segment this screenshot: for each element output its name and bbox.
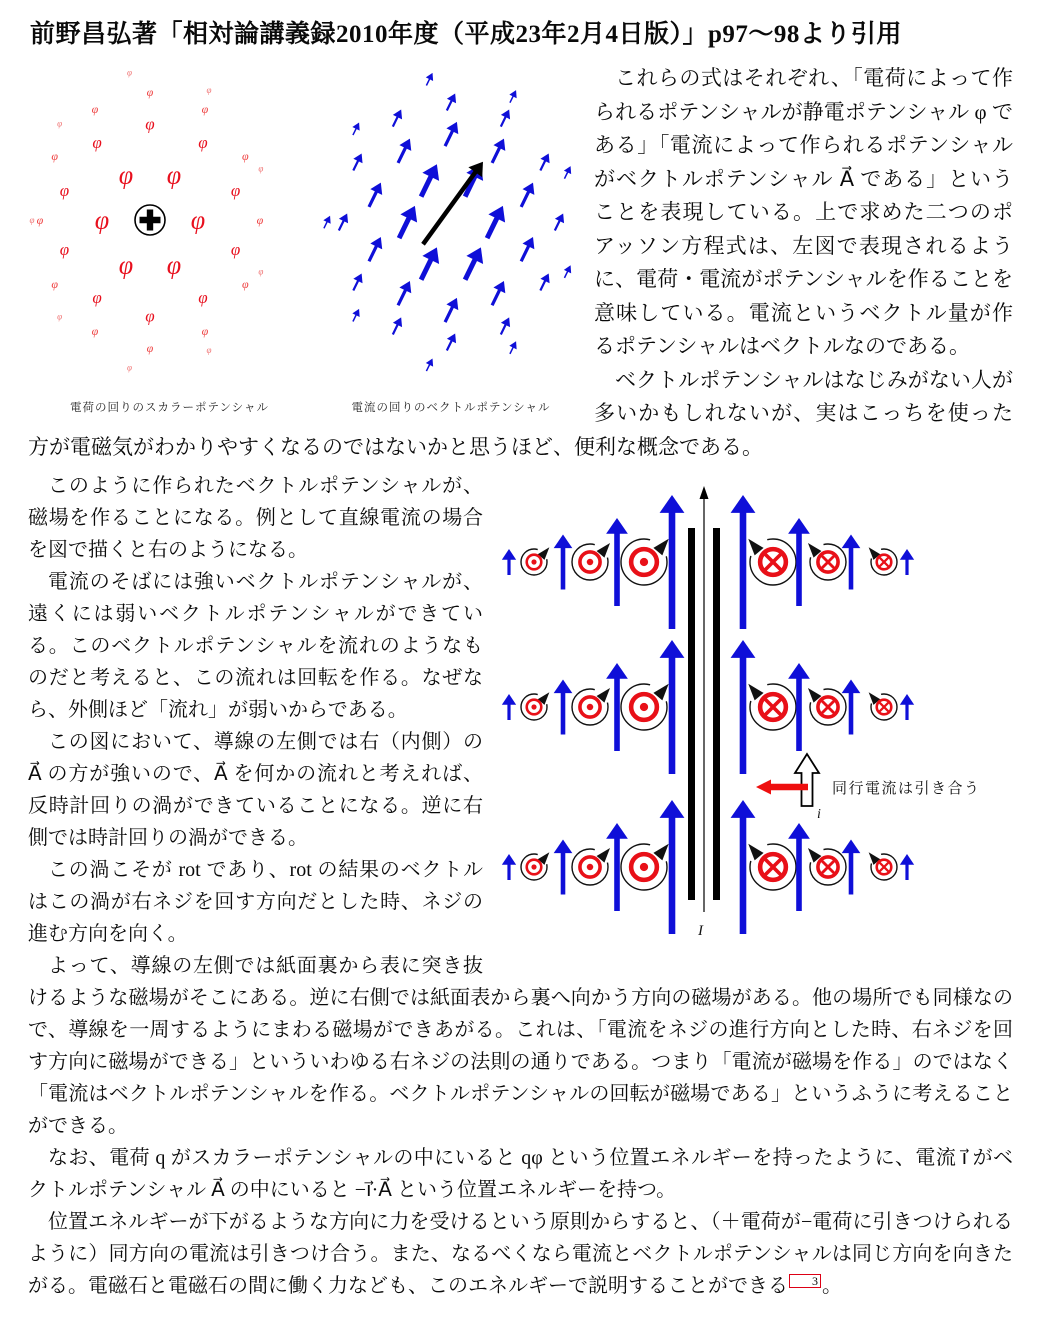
b-field-out-symbol (521, 544, 553, 575)
paragraph-mid-6: なお、電荷 q がスカラーポテンシャルの中にいると qφ という位置エネルギーを持ったように、電流 i⃗ がベクトルポテンシャル A⃗ の中にいると −i⃗·A⃗ という位置エネルギーを持つ。 (28, 1147, 1013, 1201)
positive-charge-symbol (135, 205, 165, 235)
phi-symbol: φ (118, 250, 134, 280)
phi-symbol: φ (36, 213, 44, 227)
phi-symbol: φ (258, 266, 264, 277)
vector-potential-arrow (900, 854, 914, 880)
b-field-in-symbol (744, 535, 796, 585)
vector-potential-arrow (842, 680, 861, 735)
vector-potential-arrow (554, 840, 573, 895)
vector-potential-arrow-ring (369, 122, 534, 322)
paragraph-mid-2: 電流のそばには強いベクトルポテンシャルが、遠くには弱いベクトルポテンシャルができている。このベクトルポテンシャルを流れのようなものだと考えると、この流れは回転を作る。なぜなら、外側ほど「流れ」が弱いからである。 (28, 571, 483, 721)
phi-symbol: φ (59, 240, 70, 260)
phi-symbol: φ (118, 160, 134, 190)
vector-potential-arrow (731, 640, 756, 774)
b-field-in-symbol (804, 540, 846, 580)
phi-symbol: φ (146, 85, 154, 99)
vector-potential-arrow (788, 518, 810, 606)
b-field-in-symbol (865, 544, 897, 575)
annotation-label: 同行電流は引き合う (832, 781, 981, 797)
phi-symbol: φ (94, 205, 110, 235)
b-field-in-symbol (865, 849, 897, 880)
phi-symbol: φ (29, 215, 35, 225)
figure-scalar-caption: 電荷の回りのスカラーポテンシャル (70, 402, 269, 414)
b-field-out-symbol (621, 535, 673, 585)
phi-symbol: φ (127, 362, 133, 373)
phi-symbol: φ (57, 118, 63, 129)
paragraph-mid-1: このように作られたベクトルポテンシャルが、磁場を作ることになる。例として直線電流の場合を図で描くと右のようになる。 (28, 475, 483, 561)
vector-potential-arrow (554, 680, 573, 735)
vector-potential-arrow (502, 694, 516, 720)
phi-symbol: φ (230, 180, 241, 200)
phi-symbol: φ (201, 102, 209, 117)
paragraph-mid-3: この図において、導線の左側では右（内側）の A⃗ の方が強いので、A⃗ を何かの流れと考えれば、反時計回りの渦ができていることになる。逆に右側では時計回りの渦ができる。 (28, 731, 483, 849)
vector-potential-arrow (502, 854, 516, 880)
phi-symbol: φ (241, 149, 249, 163)
paragraph-intro-2: ベクトルポテンシャルはなじみがない人が多いかもしれないが、実はこっちを使った方が電磁気がわかりやすくなるのではないかと思うほど、便利な概念である。 (28, 367, 1013, 459)
main-section (28, 464, 1013, 1302)
test-current-arrow (795, 754, 819, 806)
b-field-out-symbol (572, 685, 614, 725)
vector-potential-arrow (660, 495, 685, 629)
paragraph-final (28, 1206, 1013, 1302)
attraction-annotation (756, 754, 981, 822)
wire-field-diagram (491, 480, 1013, 948)
b-field-in-symbol (865, 689, 897, 720)
b-field-in-symbol (804, 685, 846, 725)
vector-potential-arrow-ring (323, 73, 571, 371)
phi-symbol: φ (59, 180, 70, 200)
vector-potential-arrow-ring (399, 164, 505, 279)
phi-symbol: φ (258, 163, 264, 174)
phi-symbol: φ (145, 114, 155, 134)
phi-symbol: φ (91, 323, 99, 338)
phi-symbol: φ (127, 67, 133, 78)
b-field-in-symbol (744, 840, 796, 890)
vector-potential-arrow (502, 549, 516, 575)
phi-symbol: φ (92, 132, 102, 152)
phi-symbol: φ (256, 213, 264, 227)
vector-potential-arrow (842, 840, 861, 895)
phi-symbol: φ (201, 323, 209, 338)
top-figures (28, 62, 594, 415)
i-label: i (817, 807, 821, 822)
b-field-out-symbol (521, 689, 553, 720)
phi-symbol: φ (92, 288, 102, 308)
vector-potential-arrow (660, 800, 685, 934)
figure-wire-magnetic-field (491, 480, 1013, 953)
vector-potential-arrow (606, 518, 628, 606)
vector-potential-arrow (900, 549, 914, 575)
phi-symbol: φ (166, 160, 182, 190)
figure-vector-caption: 電流の回りのベクトルポテンシャル (351, 402, 551, 414)
vector-potential-arrow (731, 495, 756, 629)
phi-symbol: φ (51, 149, 59, 163)
b-field-out-symbol (621, 840, 673, 890)
b-field-out-symbol (521, 849, 553, 880)
phi-symbol: φ (146, 341, 154, 355)
vector-potential-arrow (900, 694, 914, 720)
vector-potential-diagram (311, 62, 591, 394)
vector-potential-arrow (788, 663, 810, 751)
phi-symbol: φ (51, 277, 59, 291)
paragraph-final-period: 。 (822, 1275, 842, 1297)
paragraph-intro-1: これらの式はそれぞれ、「電荷によって作られるポテンシャルが静電ポテンシャル φ である」「電流によって作られるポテンシャルがベクトルポテンシャル A⃗ である」ということを表現している。上で求めた二つのポアッソン方程式は、左図で表現されるように、電荷・電流がポテンシャルを作ることを意味している。電流というベクトル量が作るポテンシャルはベクトルなのである。 (594, 66, 1013, 358)
page-title: 前野昌弘著「相対論講義録2010年度（平成23年2月4日版）」p97～98より引用 (30, 21, 902, 48)
phi-symbol: φ (206, 344, 212, 355)
paragraph-mid-5: よって、導線の左側では紙面裏から表に突き抜けるような磁場がそこにある。逆に右側では紙面表から裏へ向かう方向の磁場がある。他の場所でも同様なので、導線を一周するようにまわる磁場ができあがる。これは、「電流をネジの進行方向とした時、右ネジを回す方向に磁場ができる」といういわゆる右ネジの法則の通りである。つまり「電流が磁場を作る」のではなく「電流はベクトルポテンシャルを作る。ベクトルポテンシャルの回転が磁場である」というふうに考えることができる。 (28, 955, 1013, 1137)
b-field-out-symbol (572, 845, 614, 885)
paragraph-final-text: 位置エネルギーが下がるような方向に力を受けるという原則からすると、（＋電荷が−電荷に引きつけられるように）同方向の電流は引きつけ合う。また、なるべくなら電流とベクトルポテンシャルは同じ方向を向きたがる。電磁石と電磁石の間に働く力なども、このエネルギーで説明することができる (28, 1211, 1013, 1297)
vector-potential-arrow (606, 823, 628, 911)
b-field-out-symbol (572, 540, 614, 580)
phi-symbol: φ (241, 277, 249, 291)
phi-symbol: φ (198, 132, 208, 152)
vector-potential-arrow (660, 640, 685, 774)
top-section (28, 62, 1013, 464)
attraction-force-arrow (756, 780, 771, 795)
phi-symbol: φ (190, 205, 206, 235)
figure-scalar-potential (28, 62, 311, 415)
phi-symbol: φ (166, 250, 182, 280)
phi-symbol: φ (91, 102, 99, 117)
vector-potential-arrow (554, 535, 573, 590)
phi-symbol: φ (145, 306, 155, 326)
scalar-potential-diagram (28, 62, 311, 394)
phi-symbol: φ (230, 240, 241, 260)
vector-potential-arrow (842, 535, 861, 590)
vector-potential-arrow (731, 800, 756, 934)
phi-symbol: φ (206, 85, 212, 96)
b-field-out-symbol (621, 680, 673, 730)
figure-vector-potential (311, 62, 591, 415)
current-direction-axis (697, 486, 709, 939)
b-field-in-symbol (744, 680, 796, 730)
b-field-in-symbol (804, 845, 846, 885)
footnote-marker: 3 (789, 1274, 821, 1288)
vector-potential-arrow (788, 823, 810, 911)
current-label: I (698, 923, 703, 939)
vector-potential-arrow (606, 663, 628, 751)
phi-symbol: φ (198, 288, 208, 308)
paragraph-mid-4: この渦こそが rot であり、rot の結果のベクトルはこの渦が右ネジを回す方向だとした時、ネジの進む方向を向く。 (28, 859, 483, 945)
phi-symbol: φ (57, 311, 63, 322)
